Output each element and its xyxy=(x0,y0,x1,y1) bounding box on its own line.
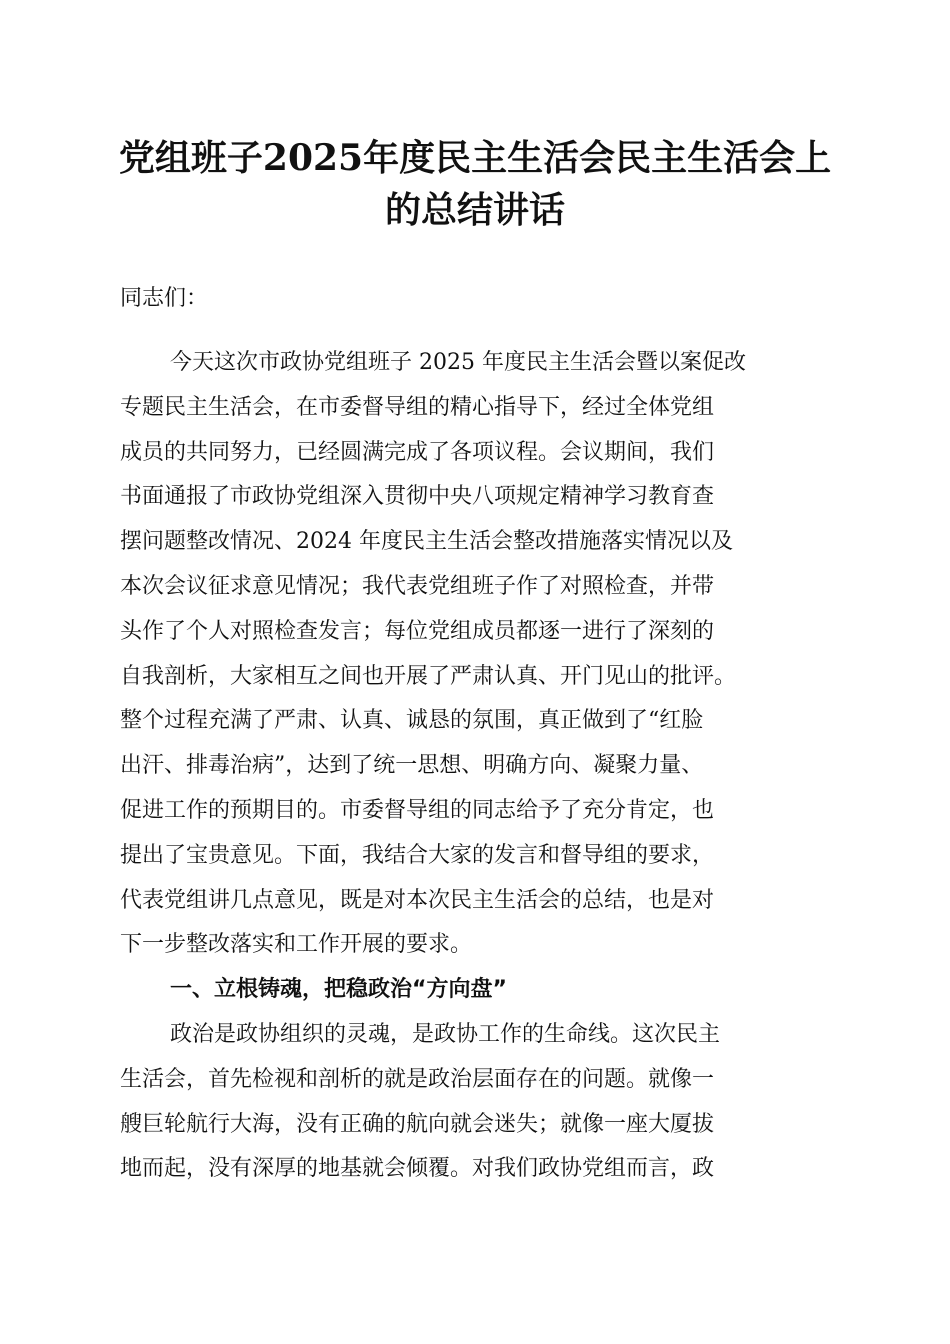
text-line: 下一步整改落实和工作开展的要求。 xyxy=(120,932,473,958)
text-line: 书面通报了市政协党组深入贯彻中央八项规定精神学习教育查 xyxy=(120,484,715,510)
text-line: 生活会，首先检视和剖析的就是政治层面存在的问题。就像一 xyxy=(120,1066,715,1092)
section-heading-1: 一、立根铸魂，把稳政治“方向盘” xyxy=(170,977,507,1003)
text-line: 头作了个人对照检查发言；每位党组成员都逐一进行了深刻的 xyxy=(120,618,715,644)
text-line: 促进工作的预期目的。市委督导组的同志给予了充分肯定，也 xyxy=(120,797,715,823)
text-line: 摆问题整改情况、2024 年度民主生活会整改措施落实情况以及 xyxy=(120,529,733,555)
text-line: 艘巨轮航行大海，没有正确的航向就会迷失；就像一座大厦拔 xyxy=(120,1111,715,1137)
document-body xyxy=(120,256,830,1192)
text-line: 代表党组讲几点意见，既是对本次民主生活会的总结，也是对 xyxy=(120,887,715,913)
text-line: 政治是政协组织的灵魂，是政协工作的生命线。这次民主 xyxy=(170,1021,721,1047)
paragraph-intro xyxy=(120,341,830,968)
text-line: 整个过程充满了严肃、认真、诚恳的氛围，真正做到了“红脸 xyxy=(120,708,704,734)
text-line: 本次会议征求意见情况；我代表党组班子作了对照检查，并带 xyxy=(120,573,715,599)
text-line: 今天这次市政协党组班子 2025 年度民主生活会暨以案促改 xyxy=(170,350,746,375)
text-line: 提出了宝贵意见。下面，我结合大家的发言和督导组的要求， xyxy=(120,842,715,868)
title-line-1: 党组班子2025年度民主生活会民主生活会上 xyxy=(118,137,832,179)
document-title xyxy=(100,132,850,236)
text-line: 专题民主生活会，在市委督导组的精心指导下，经过全体党组 xyxy=(120,394,715,420)
salutation: 同志们： xyxy=(120,286,209,311)
text-line: 出汗、排毒治病”，达到了统一思想、明确方向、凝聚力量、 xyxy=(120,753,704,779)
paragraph-section-1 xyxy=(120,1013,830,1192)
text-line: 地而起，没有深厚的地基就会倾覆。对我们政协党组而言，政 xyxy=(120,1156,715,1182)
text-line: 成员的共同努力，已经圆满完成了各项议程。会议期间，我们 xyxy=(120,439,715,465)
text-line: 自我剖析，大家相互之间也开展了严肃认真、开门见山的批评。 xyxy=(120,663,737,689)
title-line-2: 的总结讲话 xyxy=(384,189,565,231)
